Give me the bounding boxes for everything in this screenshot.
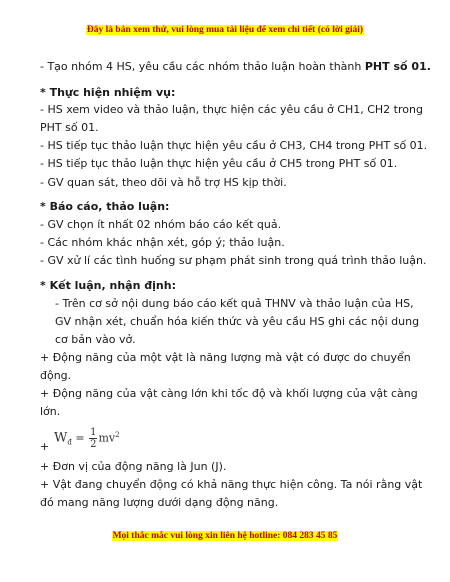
text-line: PHT số 01. [40,121,99,134]
text-line: cơ bản vào vở. [55,333,136,346]
kinetic-energy-formula: $W_đ$ = $\frac{1}{2}$ $mv^2$ [54,427,120,450]
text-line: - Các nhóm khác nhận xét, góp ý; thảo luận. [40,236,285,249]
text-line: - GV chọn ít nhất 02 nhóm báo cáo kết quả. [40,218,282,231]
text-line: - GV xử lí các tình huống sư phạm phát sinh trong quá trình thảo luận. [40,254,427,267]
text-line: - HS tiếp tục thảo luận thực hiện yêu cầu ở CH3, CH4 trong PHT số 01. [40,139,428,152]
text-line: động. [40,369,72,382]
text-line: đó mang năng lượng dưới dạng động năng. [40,496,279,509]
text-line: + [40,440,50,453]
text-line: + Động năng của vật càng lớn khi tốc độ và khối lượng của vật càng [40,387,418,400]
preview-banner: Đây là bản xem thử, vui lòng mua tài liệu để xem chi tiết (có lời giải) [86,25,364,35]
text-line: - HS xem video và thảo luận, thực hiện các yêu cầu ở CH1, CH2 trong [40,103,423,116]
heading-perform-task: * Thực hiện nhiệm vụ: [40,86,176,99]
text-line: - Trên cơ sở nội dung báo cáo kết quả THNV và thảo luận của HS, [55,297,414,310]
text-line: + Vật đang chuyển động có khả năng thực hiện công. Ta nói rằng vật [40,478,423,491]
text-line: + Đơn vị của động năng là Jun (J). [40,460,227,473]
text-line: - HS tiếp tục thảo luận thực hiện yêu cầu ở CH5 trong PHT số 01. [40,157,398,170]
text-line: - Tạo nhóm 4 HS, yêu cầu các nhóm thảo luận hoàn thành PHT số 01. [40,60,431,73]
fraction: $\frac{1}{2}$ [90,427,97,450]
heading-conclusion: * Kết luận, nhận định: [40,279,176,292]
heading-report: * Báo cáo, thảo luận: [40,200,170,213]
text-line: - GV quan sát, theo dõi và hỗ trợ HS kịp thời. [40,176,287,189]
text-line: lớn. [40,405,61,418]
hotline-banner: Mọi thắc mắc vui lòng xin liên hệ hotline: 084 283 45 85 [112,531,338,541]
text-line: GV nhận xét, chuẩn hóa kiến thức và yêu cầu HS ghi các nội dung [55,315,420,328]
text-line: + Động năng của một vật là năng lượng mà vật có được do chuyển [40,351,411,364]
pht-label: PHT số 01. [364,60,431,73]
